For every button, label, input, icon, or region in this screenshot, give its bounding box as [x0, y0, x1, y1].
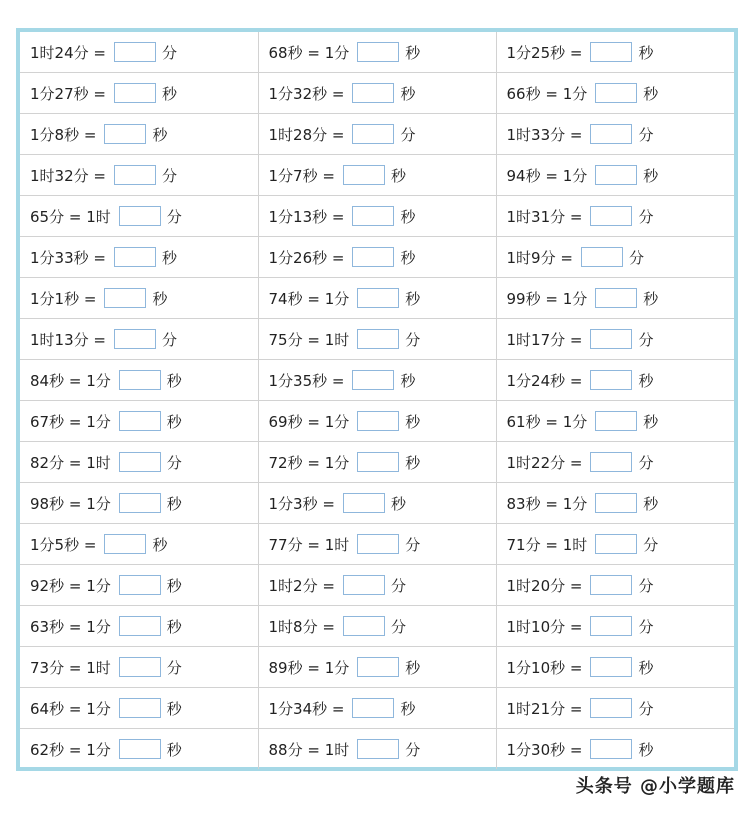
answer-unit: 秒: [400, 84, 416, 103]
answer-box[interactable]: [357, 411, 399, 431]
exercise-cell: [20, 196, 258, 237]
exercise-expression: 1分3秒 =: [268, 494, 335, 513]
answer-unit: 秒: [638, 43, 654, 62]
exercise-expression: 1时33分 =: [506, 125, 583, 144]
exercise-expression: 94秒 = 1分: [506, 166, 588, 185]
answer-unit: 秒: [405, 289, 421, 308]
answer-box[interactable]: [104, 124, 146, 144]
exercise-row: [20, 114, 734, 155]
answer-box[interactable]: [114, 329, 156, 349]
answer-unit: 分: [161, 43, 177, 62]
exercise-row: [20, 319, 734, 360]
answer-unit: 秒: [643, 84, 659, 103]
exercise-cell: [496, 606, 734, 647]
answer-box[interactable]: [352, 124, 394, 144]
answer-unit: 秒: [400, 248, 416, 267]
answer-box[interactable]: [590, 124, 632, 144]
exercise-cell: [496, 155, 734, 196]
answer-box[interactable]: [343, 493, 385, 513]
exercise-row: [20, 688, 734, 729]
exercise-expression: 1分10秒 =: [506, 658, 583, 677]
exercise-row: [20, 401, 734, 442]
exercise-cell: [496, 565, 734, 606]
answer-unit: 秒: [390, 494, 406, 513]
answer-unit: 秒: [405, 658, 421, 677]
exercise-expression: 63秒 = 1分: [30, 617, 111, 636]
exercise-cell: [20, 114, 258, 155]
exercise-cell: [496, 319, 734, 360]
answer-box[interactable]: [590, 575, 632, 595]
answer-unit: 秒: [152, 289, 168, 308]
answer-box[interactable]: [119, 206, 161, 226]
answer-unit: 秒: [166, 494, 182, 513]
exercise-cell: [20, 278, 258, 319]
exercise-cell: [258, 483, 496, 524]
exercise-expression: 99秒 = 1分: [506, 289, 588, 308]
exercise-expression: 83秒 = 1分: [506, 494, 588, 513]
answer-unit: 秒: [400, 699, 416, 718]
exercise-row: [20, 483, 734, 524]
answer-unit: 秒: [166, 412, 182, 431]
exercise-cell: [20, 565, 258, 606]
exercise-cell: [20, 606, 258, 647]
answer-box[interactable]: [104, 288, 146, 308]
worksheet-frame: [16, 28, 738, 771]
answer-box[interactable]: [590, 452, 632, 472]
answer-box[interactable]: [119, 452, 161, 472]
exercise-cell: [20, 401, 258, 442]
exercise-expression: 1时2分 =: [268, 576, 335, 595]
answer-unit: 分: [638, 207, 654, 226]
answer-unit: 秒: [638, 740, 654, 759]
exercise-expression: 65分 = 1时: [30, 207, 111, 226]
exercise-cell: [496, 114, 734, 155]
answer-unit: 分: [638, 617, 654, 636]
answer-unit: 分: [400, 125, 416, 144]
exercise-cell: [20, 524, 258, 565]
answer-box[interactable]: [119, 411, 161, 431]
exercise-expression: 84秒 = 1分: [30, 371, 111, 390]
exercise-cell: [496, 688, 734, 729]
answer-box[interactable]: [595, 493, 637, 513]
answer-box[interactable]: [590, 42, 632, 62]
exercise-cell: [258, 114, 496, 155]
answer-unit: 分: [638, 453, 654, 472]
answer-box[interactable]: [590, 329, 632, 349]
exercise-expression: 1分27秒 =: [30, 84, 106, 103]
exercise-expression: 89秒 = 1分: [268, 658, 350, 677]
exercise-expression: 1时21分 =: [506, 699, 583, 718]
answer-unit: 秒: [161, 248, 177, 267]
answer-box[interactable]: [590, 739, 632, 759]
answer-unit: 秒: [643, 166, 659, 185]
exercise-cell: [258, 319, 496, 360]
exercise-cell: [258, 73, 496, 114]
exercise-expression: 73分 = 1时: [30, 658, 111, 677]
answer-box[interactable]: [590, 657, 632, 677]
answer-box[interactable]: [352, 247, 394, 267]
exercise-expression: 88分 = 1时: [268, 740, 350, 759]
exercise-cell: [496, 729, 734, 770]
answer-box[interactable]: [595, 288, 637, 308]
answer-unit: 分: [405, 330, 421, 349]
exercise-expression: 1分25秒 =: [506, 43, 583, 62]
exercise-cell: [258, 729, 496, 770]
exercise-cell: [20, 32, 258, 73]
answer-unit: 秒: [638, 371, 654, 390]
exercise-row: [20, 155, 734, 196]
exercise-cell: [258, 155, 496, 196]
exercise-expression: 1时17分 =: [506, 330, 583, 349]
answer-box[interactable]: [352, 370, 394, 390]
answer-unit: 分: [405, 535, 421, 554]
answer-unit: 分: [405, 740, 421, 759]
exercise-cell: [496, 442, 734, 483]
exercise-cell: [258, 237, 496, 278]
exercise-row: [20, 442, 734, 483]
exercise-cell: [258, 606, 496, 647]
answer-unit: 分: [161, 330, 177, 349]
exercise-cell: [20, 155, 258, 196]
exercise-expression: 1分26秒 =: [268, 248, 345, 267]
exercise-expression: 82分 = 1时: [30, 453, 111, 472]
exercise-cell: [20, 237, 258, 278]
answer-box[interactable]: [595, 411, 637, 431]
exercise-cell: [258, 565, 496, 606]
exercise-expression: 1分30秒 =: [506, 740, 583, 759]
exercise-cell: [496, 483, 734, 524]
answer-box[interactable]: [357, 534, 399, 554]
exercise-expression: 1分35秒 =: [268, 371, 345, 390]
exercise-expression: 1分8秒 =: [30, 125, 97, 144]
exercise-expression: 1时13分 =: [30, 330, 106, 349]
answer-unit: 秒: [161, 84, 177, 103]
exercise-expression: 1分13秒 =: [268, 207, 345, 226]
answer-unit: 分: [161, 166, 177, 185]
exercise-cell: [496, 401, 734, 442]
answer-unit: 分: [638, 699, 654, 718]
exercise-expression: 1分32秒 =: [268, 84, 345, 103]
exercise-cell: [258, 647, 496, 688]
exercise-row: [20, 647, 734, 688]
exercise-expression: 1时20分 =: [506, 576, 583, 595]
exercise-cell: [20, 729, 258, 770]
exercise-expression: 74秒 = 1分: [268, 289, 350, 308]
answer-box[interactable]: [343, 616, 385, 636]
answer-box[interactable]: [352, 83, 394, 103]
answer-box[interactable]: [581, 247, 623, 267]
exercise-expression: 98秒 = 1分: [30, 494, 111, 513]
answer-unit: 秒: [400, 207, 416, 226]
answer-box[interactable]: [114, 247, 156, 267]
answer-unit: 分: [390, 576, 406, 595]
answer-box[interactable]: [595, 165, 637, 185]
answer-unit: 分: [638, 125, 654, 144]
exercise-row: [20, 32, 734, 73]
exercise-expression: 64秒 = 1分: [30, 699, 111, 718]
exercise-expression: 66秒 = 1分: [506, 84, 588, 103]
answer-unit: 分: [628, 248, 644, 267]
answer-box[interactable]: [119, 493, 161, 513]
exercise-cell: [258, 32, 496, 73]
exercise-expression: 69秒 = 1分: [268, 412, 350, 431]
exercise-expression: 1时28分 =: [268, 125, 345, 144]
watermark: 头条号 @小学题库: [575, 776, 735, 797]
answer-box[interactable]: [119, 616, 161, 636]
answer-box[interactable]: [114, 165, 156, 185]
answer-unit: 分: [166, 453, 182, 472]
exercise-expression: 1时32分 =: [30, 166, 106, 185]
exercise-cell: [20, 483, 258, 524]
answer-unit: 秒: [152, 125, 168, 144]
exercise-row: [20, 360, 734, 401]
answer-box[interactable]: [595, 534, 637, 554]
exercise-cell: [258, 688, 496, 729]
exercise-table-body: [20, 32, 734, 769]
exercise-row: [20, 196, 734, 237]
answer-box[interactable]: [119, 575, 161, 595]
answer-box[interactable]: [590, 206, 632, 226]
exercise-expression: 67秒 = 1分: [30, 412, 111, 431]
answer-unit: 分: [166, 207, 182, 226]
exercise-row: [20, 278, 734, 319]
exercise-expression: 72秒 = 1分: [268, 453, 350, 472]
exercise-expression: 1时22分 =: [506, 453, 583, 472]
exercise-expression: 92秒 = 1分: [30, 576, 111, 595]
exercise-cell: [20, 360, 258, 401]
exercise-row: [20, 729, 734, 770]
exercise-cell: [20, 442, 258, 483]
exercise-expression: 1分34秒 =: [268, 699, 345, 718]
answer-box[interactable]: [357, 329, 399, 349]
exercise-expression: 1分7秒 =: [268, 166, 335, 185]
answer-unit: 秒: [166, 371, 182, 390]
exercise-cell: [496, 524, 734, 565]
exercise-expression: 1分5秒 =: [30, 535, 97, 554]
exercise-expression: 1时24分 =: [30, 43, 106, 62]
exercise-row: [20, 524, 734, 565]
answer-box[interactable]: [119, 370, 161, 390]
answer-unit: 秒: [405, 453, 421, 472]
answer-box[interactable]: [119, 698, 161, 718]
answer-unit: 分: [643, 535, 659, 554]
exercise-expression: 77分 = 1时: [268, 535, 350, 554]
answer-box[interactable]: [357, 42, 399, 62]
answer-unit: 秒: [166, 617, 182, 636]
exercise-cell: [258, 401, 496, 442]
answer-unit: 秒: [152, 535, 168, 554]
exercise-cell: [496, 196, 734, 237]
exercise-cell: [258, 524, 496, 565]
exercise-row: [20, 73, 734, 114]
exercise-expression: 75分 = 1时: [268, 330, 350, 349]
answer-box[interactable]: [590, 370, 632, 390]
answer-box[interactable]: [357, 657, 399, 677]
answer-box[interactable]: [352, 206, 394, 226]
exercise-cell: [20, 73, 258, 114]
answer-unit: 秒: [166, 576, 182, 595]
answer-unit: 秒: [643, 494, 659, 513]
answer-box[interactable]: [595, 83, 637, 103]
answer-unit: 秒: [638, 658, 654, 677]
answer-box[interactable]: [114, 83, 156, 103]
answer-box[interactable]: [590, 616, 632, 636]
exercise-cell: [258, 360, 496, 401]
answer-unit: 秒: [400, 371, 416, 390]
exercise-cell: [496, 32, 734, 73]
answer-unit: 分: [390, 617, 406, 636]
exercise-cell: [20, 647, 258, 688]
answer-box[interactable]: [114, 42, 156, 62]
exercise-cell: [258, 442, 496, 483]
exercise-expression: 71分 = 1时: [506, 535, 588, 554]
exercise-cell: [496, 278, 734, 319]
answer-unit: 秒: [405, 43, 421, 62]
exercise-table: [20, 32, 734, 769]
exercise-cell: [258, 278, 496, 319]
answer-box[interactable]: [357, 452, 399, 472]
exercise-expression: 1时10分 =: [506, 617, 583, 636]
exercise-expression: 1分33秒 =: [30, 248, 106, 267]
exercise-expression: 61秒 = 1分: [506, 412, 588, 431]
exercise-cell: [258, 196, 496, 237]
answer-box[interactable]: [119, 657, 161, 677]
answer-box[interactable]: [357, 288, 399, 308]
answer-box[interactable]: [343, 165, 385, 185]
answer-unit: 秒: [405, 412, 421, 431]
exercise-expression: 62秒 = 1分: [30, 740, 111, 759]
exercise-row: [20, 606, 734, 647]
answer-unit: 分: [166, 658, 182, 677]
exercise-cell: [20, 319, 258, 360]
exercise-cell: [496, 647, 734, 688]
exercise-row: [20, 237, 734, 278]
answer-unit: 秒: [643, 289, 659, 308]
exercise-expression: 1分24秒 =: [506, 371, 583, 390]
exercise-expression: 68秒 = 1分: [268, 43, 350, 62]
answer-box[interactable]: [590, 698, 632, 718]
answer-box[interactable]: [104, 534, 146, 554]
answer-box[interactable]: [357, 739, 399, 759]
answer-unit: 秒: [390, 166, 406, 185]
exercise-row: [20, 565, 734, 606]
answer-unit: 分: [638, 330, 654, 349]
answer-unit: 分: [638, 576, 654, 595]
answer-box[interactable]: [343, 575, 385, 595]
answer-unit: 秒: [166, 740, 182, 759]
answer-unit: 秒: [166, 699, 182, 718]
exercise-cell: [496, 360, 734, 401]
exercise-expression: 1分1秒 =: [30, 289, 97, 308]
exercise-cell: [20, 688, 258, 729]
exercise-expression: 1时9分 =: [506, 248, 573, 267]
answer-box[interactable]: [352, 698, 394, 718]
answer-unit: 秒: [643, 412, 659, 431]
exercise-expression: 1时8分 =: [268, 617, 335, 636]
exercise-cell: [496, 237, 734, 278]
exercise-expression: 1时31分 =: [506, 207, 583, 226]
exercise-cell: [496, 73, 734, 114]
answer-box[interactable]: [119, 739, 161, 759]
